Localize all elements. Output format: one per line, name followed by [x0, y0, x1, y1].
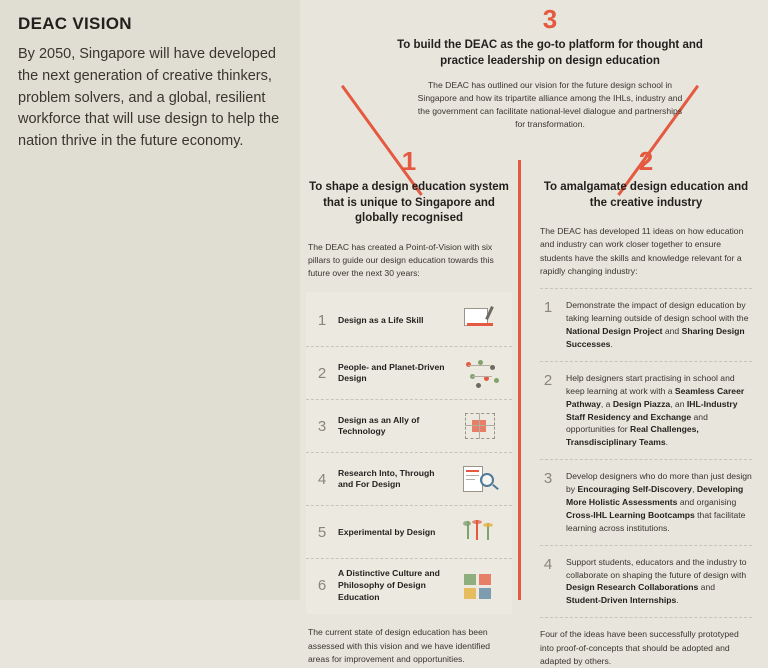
- palette-blocks-icon: [460, 569, 504, 603]
- ideas-list: [540, 288, 752, 618]
- idea-row: [540, 545, 752, 619]
- vision-panel: [0, 0, 300, 600]
- branch-2-number: 2: [638, 146, 654, 176]
- idea-number: 1: [543, 299, 553, 317]
- idea-text: Support students, educators and the industry to collaborate on shaping the future of design with Design Research Collaborations and Student-Driven Internships.: [566, 556, 747, 606]
- pillar-number: 3: [317, 417, 327, 435]
- idea-text: Help designers start practising in school and keep learning at work with a Seamless Career Pathway, a Design Piazza, an IHL-Industry Staff Residency and Exchange and opportunities for Real Challenges, Transdisciplinary Teams.: [566, 372, 745, 448]
- pillar-row: [306, 559, 512, 612]
- branch-2-heading: To amalgamate design education and the creative industry: [543, 181, 749, 209]
- pillar-number: 4: [317, 470, 327, 488]
- vision-statement: By 2050, Singapore will have developed the next generation of creative thinkers, problem solvers, and a global, resilient workforce that will use design to help the nation thrive in the future economy.: [18, 46, 280, 149]
- diagram-stem-line: [518, 160, 521, 600]
- pillar-number: 6: [317, 577, 327, 595]
- idea-row: [540, 459, 752, 544]
- idea-text: Demonstrate the impact of design education by taking learning outside of design school with the National Design Project and Sharing Design Successes.: [566, 300, 749, 349]
- pillar-row: [306, 347, 512, 400]
- circuit-grid-icon: [460, 409, 504, 443]
- pillar-label: A Distinctive Culture and Philosophy of Design Education: [338, 568, 440, 602]
- branch-1-number: 1: [401, 146, 417, 176]
- idea-row: [540, 361, 752, 459]
- idea-number: 3: [543, 470, 553, 488]
- pillar-row: [306, 506, 512, 559]
- branch-2-footer: Four of the ideas have been successfully prototyped into proof-of-concepts that should be adopted and adapted by others.: [540, 629, 739, 666]
- idea-row: [540, 288, 752, 361]
- page-title: DEAC VISION: [18, 14, 132, 33]
- branch-1-intro: The DEAC has created a Point-of-Vision with six pillars to guide our design education towards this future over the next 30 years:: [308, 241, 494, 279]
- branch-3-heading: To build the DEAC as the go-to platform for thought and practice leadership on design education: [397, 39, 703, 67]
- idea-text: Develop designers who do more than just design by Encouraging Self-Discovery, Developing More Holistic Assessments and organising Cross-IHL Learning Bootcamps that facilitate learning across institutions.: [566, 471, 752, 533]
- magnifier-document-icon: [460, 462, 504, 496]
- pillar-number: 2: [317, 364, 327, 382]
- pillar-row: [306, 400, 512, 453]
- pillar-label: Design as a Life Skill: [338, 314, 424, 325]
- pillars-list: [306, 292, 512, 614]
- pillar-label: Design as an Ally of Technology: [338, 414, 420, 437]
- tablet-pen-icon: [460, 303, 504, 337]
- pillar-row: [306, 294, 512, 347]
- pillar-label: People- and Planet-Driven Design: [338, 361, 445, 384]
- branch-2: [540, 148, 752, 668]
- branch-3-body: The DEAC has outlined our vision for the future design school in Singapore and how its tripartite alliance among the IHLs, industry and the government can facilitate national-level dialogue and partnerships for transformation.: [417, 80, 683, 129]
- pillar-number: 1: [317, 311, 327, 329]
- network-nodes-icon: [460, 356, 504, 390]
- branch-2-intro: The DEAC has developed 11 ideas on how education and industry can work closer together to ensure students have the skills and knowledge relevant for a rapidly changing industry:: [540, 226, 744, 276]
- flask-sprout-icon: [460, 515, 504, 549]
- branch-1-heading: To shape a design education system that is unique to Singapore and globally recognised: [309, 181, 509, 225]
- pillar-label: Experimental by Design: [338, 526, 436, 537]
- branch-3-number: 3: [542, 4, 558, 34]
- pillar-number: 5: [317, 523, 327, 541]
- branch-1: [306, 148, 512, 666]
- branch-3: [385, 6, 715, 131]
- idea-number: 2: [543, 371, 553, 389]
- pillar-label: Research Into, Through and For Design: [338, 467, 435, 490]
- branch-1-footer: The current state of design education has been assessed with this vision and we have identified areas for improvement and opportunities.: [308, 627, 491, 664]
- idea-number: 4: [543, 555, 553, 573]
- pillar-row: [306, 453, 512, 506]
